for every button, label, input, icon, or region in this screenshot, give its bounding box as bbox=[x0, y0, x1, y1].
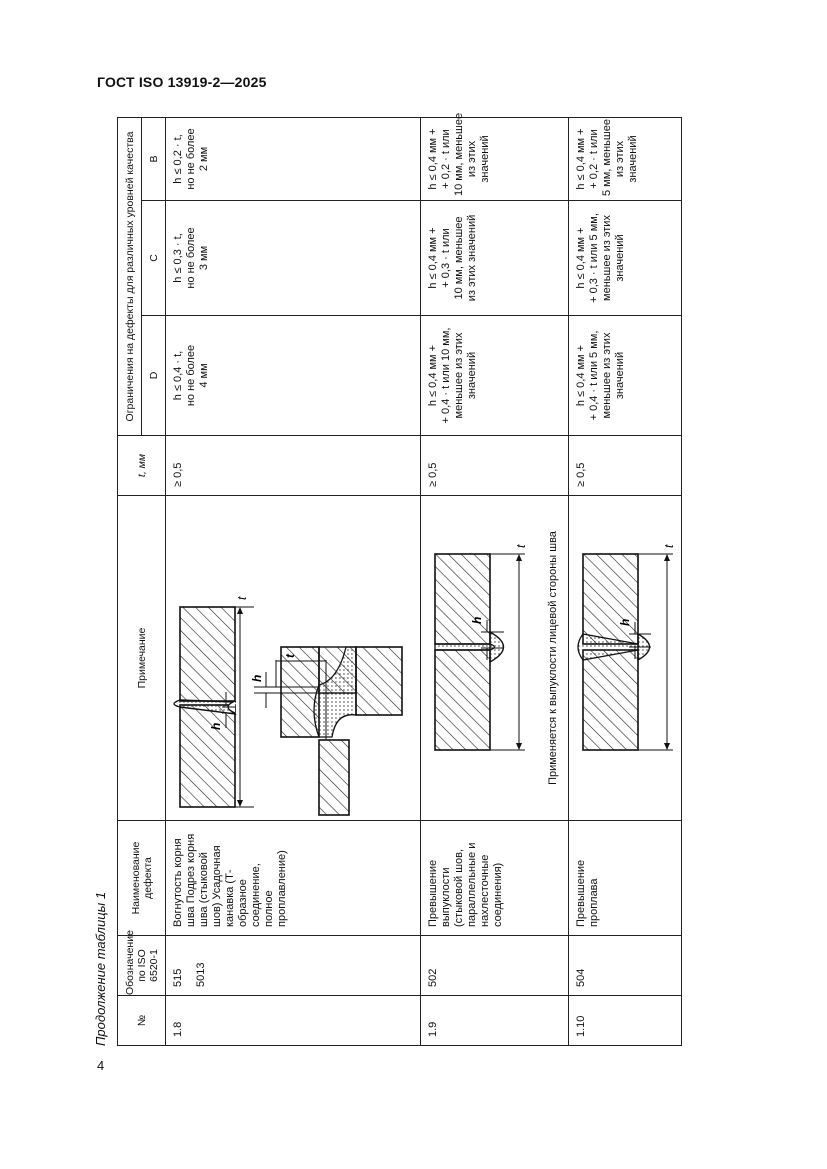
header-t: t, мм bbox=[118, 436, 166, 496]
table-row bbox=[569, 118, 682, 1046]
limit-line: + 0,2 · t или bbox=[588, 129, 600, 189]
limit-line: меньшее из этих bbox=[601, 332, 613, 419]
row-number: 1.8 bbox=[166, 996, 421, 1046]
row-codes bbox=[421, 936, 569, 996]
header-level-c: C bbox=[142, 201, 166, 316]
limit-line: + 0,3 · t или bbox=[440, 228, 452, 288]
limit-line: меньшее из этих bbox=[601, 215, 613, 301]
limit-line: h ≤ 0,4 · t, bbox=[172, 350, 184, 401]
limit-line: значений bbox=[466, 351, 478, 400]
defect-name: Превышение проплава bbox=[569, 821, 682, 936]
limit-line: 2 мм bbox=[198, 146, 210, 172]
t-label: t bbox=[514, 544, 528, 548]
limit-level-b bbox=[569, 118, 682, 201]
limit-line: 10 мм, меньшее bbox=[453, 112, 465, 196]
limit-line: h ≤ 0,2 · t, bbox=[172, 134, 184, 184]
limit-line: но не более bbox=[185, 344, 197, 407]
limit-line: значений bbox=[614, 351, 626, 400]
limit-line: + 0,2 · t или bbox=[440, 129, 452, 189]
excess-weld-metal-diagram bbox=[421, 495, 541, 820]
defect-name: Вогнутость корня шва Подрез корня шва (стыковой шов) Усадочная канавка (Т-образное соединение, полное проплавление) bbox=[166, 821, 421, 936]
limit-level-d bbox=[569, 316, 682, 436]
defect-code: 515 bbox=[172, 968, 184, 987]
row-note bbox=[421, 496, 569, 821]
limit-line: h ≤ 0,4 мм + bbox=[427, 227, 439, 289]
t-label: t bbox=[662, 544, 676, 548]
row-note bbox=[569, 496, 682, 821]
limit-line: 3 мм bbox=[198, 245, 210, 271]
limit-level-c bbox=[421, 201, 569, 316]
header-name: Наименование дефекта bbox=[118, 821, 166, 936]
limit-line: но не более bbox=[185, 128, 197, 190]
defect-code: 502 bbox=[427, 968, 439, 987]
header-designation: Обозначение по ISO 6520-1 bbox=[118, 936, 166, 996]
header-no: № bbox=[118, 996, 166, 1046]
limit-line: + 0,4 · t или 10 мм, bbox=[440, 327, 452, 424]
t-label: t bbox=[235, 596, 249, 600]
limit-level-b bbox=[421, 112, 569, 201]
limit-line: h ≤ 0,4 мм + bbox=[575, 344, 587, 407]
table-row bbox=[421, 118, 569, 1046]
row-codes bbox=[569, 936, 682, 996]
limit-line: значений bbox=[614, 234, 626, 282]
h-label: h bbox=[618, 618, 632, 626]
h-label: h bbox=[470, 616, 484, 624]
limit-line: значений bbox=[627, 135, 639, 183]
header-level-b: B bbox=[142, 118, 166, 201]
thickness-value: ≥ 0,5 bbox=[569, 436, 682, 496]
rotated-table-block bbox=[93, 112, 681, 1046]
limit-level-c bbox=[166, 201, 421, 316]
row-note bbox=[166, 496, 421, 821]
limit-line: 5 мм, меньшее bbox=[601, 119, 613, 196]
limit-line: из этих bbox=[614, 140, 626, 178]
row-number: 1.9 bbox=[421, 996, 569, 1046]
limit-level-d bbox=[421, 316, 569, 436]
continuation-label: Продолжение таблицы 1 bbox=[93, 891, 108, 1046]
limit-level-b bbox=[166, 118, 421, 201]
limit-line: h ≤ 0,4 мм + bbox=[427, 344, 439, 407]
t-label: t bbox=[283, 654, 297, 658]
header-note: Примечание bbox=[118, 496, 166, 821]
defect-code: 5013 bbox=[195, 962, 207, 987]
limit-line: 4 мм bbox=[198, 363, 210, 388]
limit-line: значений bbox=[479, 135, 491, 183]
application-note: Применяется к выпуклости лицевой стороны шва bbox=[547, 531, 559, 785]
page-number: 4 bbox=[97, 1058, 105, 1073]
limit-line: h ≤ 0,4 мм + bbox=[575, 128, 587, 190]
limit-line: 10 мм, меньшее bbox=[453, 216, 465, 300]
limit-line: но не более bbox=[185, 227, 197, 289]
limit-line: + 0,4 · t или 5 мм, bbox=[588, 330, 600, 421]
defect-code: 504 bbox=[575, 968, 587, 987]
limit-line: h ≤ 0,3 · t, bbox=[172, 233, 184, 283]
limit-line: из этих значений bbox=[466, 214, 478, 302]
header-limits-group: Ограничения на дефекты для различных уровней качества bbox=[118, 118, 142, 436]
h-label: h bbox=[250, 674, 264, 682]
h-label: h bbox=[209, 722, 223, 730]
thickness-value: ≥ 0,5 bbox=[166, 436, 421, 496]
defects-table bbox=[117, 112, 682, 1046]
table-row bbox=[166, 118, 421, 1046]
limit-level-d bbox=[166, 316, 421, 436]
defect-name: Превышение выпуклости (стыковой шов, параллельные и нахлесточные соединения) bbox=[421, 821, 569, 936]
limit-level-c bbox=[569, 201, 682, 316]
limit-line: меньшее из этих bbox=[453, 332, 465, 419]
limit-line: h ≤ 0,4 мм + bbox=[427, 128, 439, 190]
row-number: 1.10 bbox=[569, 996, 682, 1046]
limit-line: из этих bbox=[466, 140, 478, 178]
row-codes bbox=[166, 936, 421, 996]
limit-line: + 0,3 · t или 5 мм, bbox=[588, 213, 600, 303]
document-code: ГОСТ ISO 13919-2—2025 bbox=[97, 74, 267, 90]
thickness-value: ≥ 0,5 bbox=[421, 436, 569, 496]
header-level-d: D bbox=[142, 316, 166, 436]
excess-penetration-diagram bbox=[569, 495, 681, 820]
limit-line: h ≤ 0,4 мм + bbox=[575, 227, 587, 289]
root-concavity-diagram bbox=[166, 495, 420, 820]
